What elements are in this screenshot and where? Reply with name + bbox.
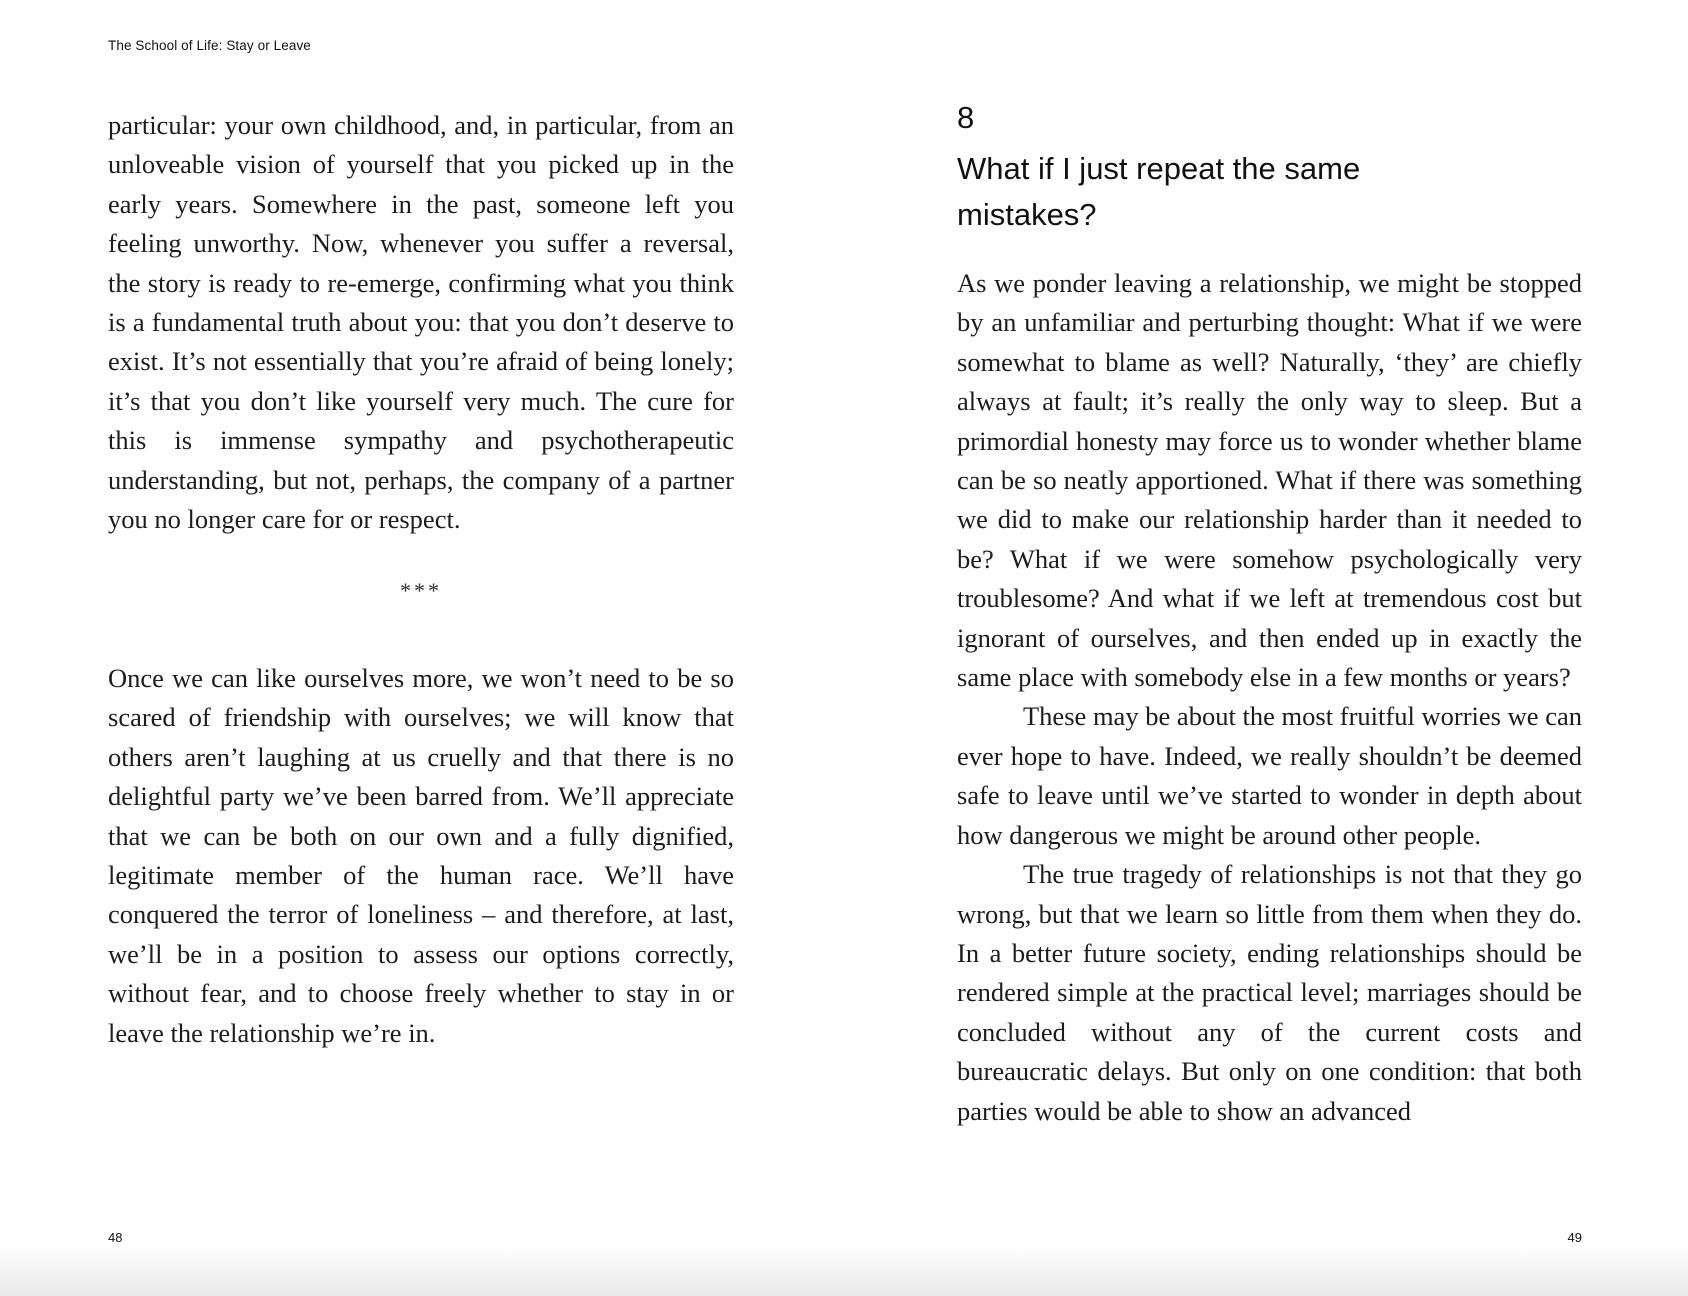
- left-page: [108, 0, 734, 1296]
- paragraph: Once we can like ourselves more, we won’t need to be so scared of friendship with ourselves; we will know that others aren’t laughing at us cruelly and that there is no delightful party we’ve been barred from. We’ll appreciate that we can be both on our own and a fully dignified, legitimate member of the human race. We’ll have conquered the terror of loneliness – and therefore, at last, we’ll be in a position to assess our options correctly, without fear, and to choose freely whether to stay in or leave the relationship we’re in.: [108, 663, 734, 1048]
- running-head: The School of Life: Stay or Leave: [108, 38, 311, 53]
- chapter-number: 8: [957, 100, 975, 135]
- right-page: [957, 0, 1582, 1296]
- page-number: 49: [1567, 1230, 1582, 1245]
- right-text-block: [957, 264, 1582, 1131]
- paragraph: As we ponder leaving a relationship, we might be stopped by an unfamiliar and perturbing thought: What if we were somewhat to blame as well? Naturally, ‘they’ are chiefly always at fault; it’s really the only way to sleep. But a primordial honesty may force us to wonder whether blame can be so neatly apportioned. What if there was something we did to make our relationship harder than it needed to be? What if we were somehow psychologically very troublesome? And what if we left at tremendous cost but ignorant of ourselves, and then ended up in exactly the same place with somebody else in a few months or years?: [957, 268, 1582, 693]
- left-text-block-1: [108, 106, 734, 539]
- paragraph: The true tragedy of relationships is not that they go wrong, but that we learn so little from them when they do. In a better future society, ending relationships should be rendered simple at the practical level; marriages should be concluded without any of the current costs and bureaucratic delays. But only on one condition: that both parties would be able to show an advanced: [957, 859, 1582, 1126]
- chapter-title: What if I just repeat the same mistakes?: [957, 151, 1361, 232]
- left-text-block-2: [108, 659, 734, 1053]
- paragraph: particular: your own childhood, and, in particular, from an unloveable vision of yourself that you picked up in the early years. Somewhere in the past, someone left you feeling unworthy. Now, whenever you suffer a reversal, the story is ready to re-emerge, confirming what you think is a fundamental truth about you: that you don’t deserve to exist. It’s not essentially that you’re afraid of being lonely; it’s that you don’t like yourself very much. The cure for this is immense sympathy and psychotherapeutic understanding, but not, perhaps, the company of a partner you no longer care for or respect.: [108, 110, 734, 535]
- page-number: 48: [108, 1230, 123, 1245]
- section-separator: ***: [400, 578, 442, 603]
- paragraph: These may be about the most fruitful worries we can ever hope to have. Indeed, we really shouldn’t be deemed safe to leave until we’ve started to wonder in depth about how dangerous we might be around other people.: [957, 701, 1582, 850]
